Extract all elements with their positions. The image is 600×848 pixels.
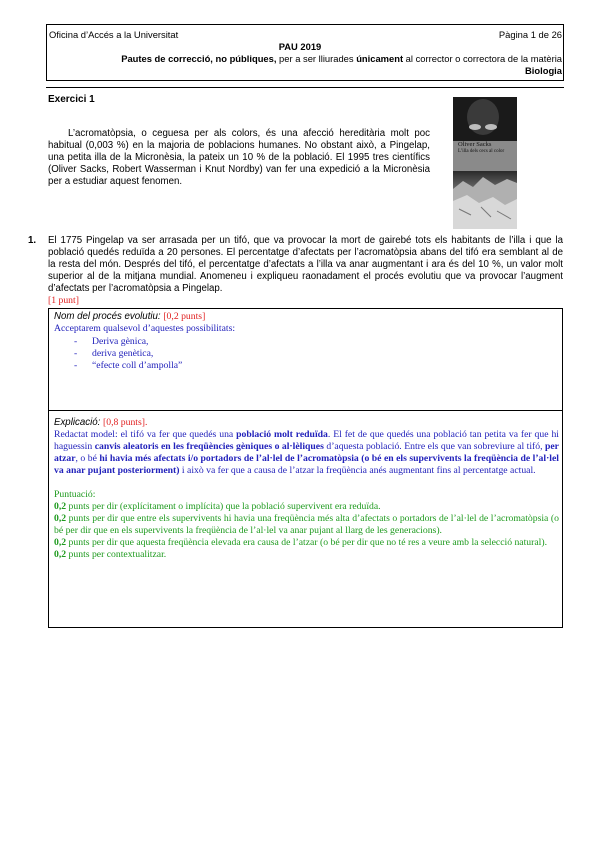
model-text-5: i això va fer que a causa de l’atzar la freqüència anés augmentant fins al percentatge actual.	[179, 465, 536, 476]
model-bold-3: per atzar	[54, 441, 559, 464]
model-text-1: Redactat model: el tifó va fer que quedés una	[54, 429, 237, 440]
question-number: 1.	[28, 235, 37, 246]
accept-text: Acceptarem qualsevol d’aquestes possibilitats:	[54, 323, 236, 334]
answer-name-header	[54, 311, 559, 323]
option-label: “efecte coll d’ampolla”	[92, 360, 183, 371]
scoring-points: 0,2	[54, 537, 67, 548]
model-text-3: d’aquesta població. Entre els que van sobreviure al tifó,	[323, 441, 545, 452]
scoring-text: punts per contextualitzar.	[66, 549, 167, 560]
model-bold-1: població molt reduïda	[236, 429, 328, 440]
cover-title: L’illa dels cecs al color	[458, 149, 505, 154]
scoring-text: punts per dir que entre els supervivents hi havia una freqüència més alta d’afectats o portadors de l’al·lel de l’acromatòpsia (o bé per dir que en els supervivents la freqüència de l’al·lel va anar pujant al llarg de les generacions).	[54, 513, 559, 536]
scoring-points: 0,2	[54, 501, 67, 512]
guidelines-bold-2: únicament	[356, 53, 404, 64]
list-item	[74, 348, 559, 360]
exam-title: PAU 2019	[278, 41, 322, 52]
explanation-points: [0,8 punts].	[103, 417, 148, 428]
answer-name-points: [0,2 punts]	[163, 311, 206, 322]
list-bullet: -	[74, 360, 78, 371]
book-cover-graphic	[453, 97, 517, 229]
scoring-item	[54, 549, 559, 561]
answer-name-box	[48, 308, 563, 411]
answer-explanation-content	[54, 417, 559, 561]
model-text-2: . El fet de que quedés una població tan petita va fer que hi haguessin	[54, 429, 559, 452]
answer-explanation-box	[48, 411, 563, 628]
subject-name: Biologia	[525, 65, 562, 76]
scoring-points: 0,2	[54, 549, 67, 560]
list-item	[74, 360, 559, 372]
question-body: El 1775 Pingelap va ser arrasada per un tifó, que va provocar la mort de gairebé tots els habitants de l’illa i que la població quedés reduïda a 20 persones. El percentatge d’afectats per l’acromatòpsia abans del tifó era semblant al de la resta del món. Després del tifó, el percentatge d’afectats a l’illa va anar augmentant i ara és del 10 %, un valor molt superior al de la mitjana mundial. Anomeneu i expliqueu raonadament el procés evolutiu que va provocar l’augment d’afectats per l’acromatòpsia a Pingelap.	[48, 235, 563, 294]
model-bold-4: hi havia més afectats i/o portadors de l’al·lel de l’acromatòpsia (o bé en els supervivents la freqüència de l’al·lel va anar pujant posteriorment)	[54, 453, 559, 476]
option-label: deriva genètica,	[92, 348, 154, 359]
model-text-4: , o bé	[75, 453, 100, 464]
option-label: Deriva gènica,	[92, 336, 149, 347]
answer-name-label: Nom del procés evolutiu:	[54, 311, 161, 322]
list-item	[74, 336, 559, 348]
header-rule	[46, 87, 564, 88]
model-bold-2: canvis aleatoris en les freqüències gèniques o al·lèliques	[94, 441, 324, 452]
exercise-title: Exercici 1	[48, 94, 95, 105]
book-cover-image	[453, 97, 517, 229]
exercise-intro: L’acromatòpsia, o ceguesa per als colors, és una afecció hereditària molt poc habitual (0,003 %) en la majoria de poblacions humanes. No obstant això, a Pingelap, una petita illa de la Micronèsia, la pateix un 10 % de la població. El 1995 tres científics (Oliver Sacks, Robert Wasserman i Knut Nordby) van fer una expedició a la Micronèsia per a estudiar aquest fenomen.	[48, 128, 430, 187]
list-bullet: -	[74, 348, 78, 359]
scoring-text: punts per dir (explícitament o implícita) que la població supervivent era reduïda.	[66, 501, 381, 512]
scoring-title: Puntuació:	[54, 489, 96, 500]
explanation-header	[54, 417, 559, 429]
scoring-item	[54, 501, 559, 513]
page-number: Pàgina 1 de 26	[498, 29, 562, 40]
guidelines-bold-1: Pautes de correcció, no públiques,	[121, 53, 277, 64]
office-name: Oficina d’Accés a la Universitat	[49, 29, 179, 40]
list-bullet: -	[74, 336, 78, 347]
guidelines-mid: per a ser lliurades	[276, 53, 357, 64]
scoring-points: 0,2	[54, 513, 67, 524]
explanation-label: Explicació:	[54, 417, 101, 428]
guidelines-end: al corrector o correctora de la matèria	[403, 53, 562, 64]
accepted-options-list	[54, 336, 559, 372]
scoring-item	[54, 513, 559, 537]
scoring-text: punts per dir que aquesta freqüència elevada era causa de l’atzar (o bé per dir que no té res a veure amb la selecció natural).	[66, 537, 548, 548]
scoring-item	[54, 537, 559, 549]
question-text	[48, 235, 563, 307]
answer-name-content	[54, 311, 559, 372]
guidelines-line	[121, 53, 562, 65]
question-points: [1 punt]	[48, 295, 79, 306]
model-answer	[54, 429, 559, 477]
cover-author: Oliver Sacks	[458, 141, 492, 148]
